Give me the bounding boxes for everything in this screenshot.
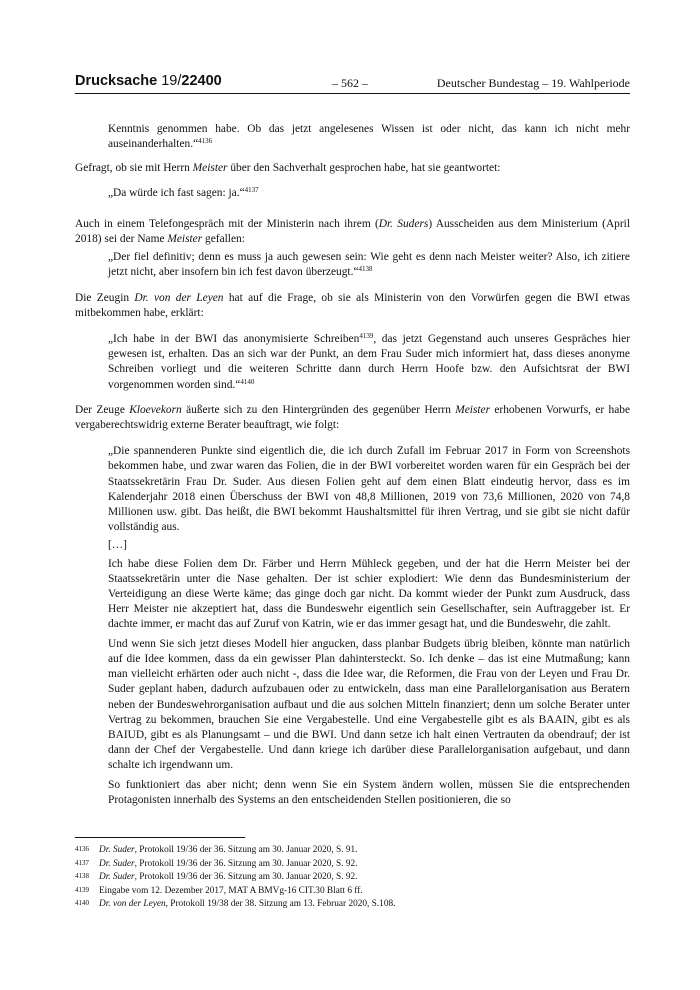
footnote [75, 871, 630, 885]
italic-name: Meister [167, 233, 203, 246]
footnote-author: Dr. Suder [99, 872, 135, 883]
footnote [75, 858, 630, 872]
footnote-number: 4136 [75, 845, 89, 853]
header-right-text: Deutscher Bundestag – 19. Wahlperiode [436, 76, 630, 90]
footnote-author: Dr. von der Leyen [99, 899, 166, 910]
footnote-text: , Protokoll 19/38 der 38. Sitzung am 13. Februar 2020, S.108. [165, 899, 396, 910]
quote-paragraph [108, 250, 630, 280]
quote-paragraph: So funktioniert das aber nicht; denn wenn Sie ein System ändern wollen, müssen Sie die entsprechenden Protagonisten innerhalb des Systems an den entscheidenden Stellen positionieren, die so [108, 778, 630, 806]
paragraph [75, 217, 630, 247]
text: , das jetzt Gegenstand auch unseres Gespräches hier gewesen ist, erhalten. Das an sich war der Punkt, an dem Frau Suder mich informiert hat, dass dieses anonyme Schreiben vorliegt und die weiteren Schritte dann durch Herrn Hoofe bzw. den Aufsichtsrat der BWI vorgenommen worden sind.“ [108, 333, 630, 391]
footnote-text: , Protokoll 19/36 der 36. Sitzung am 30. Januar 2020, S. 92. [134, 872, 358, 883]
text: erhobenen Vorwurfs, er habe vergaberechtswidrig externe Berater beauftragt, wie folgt: [75, 403, 630, 432]
omission-marker: […] [108, 539, 127, 552]
text: gefallen: [202, 233, 245, 246]
footnote-number: 4139 [75, 885, 89, 894]
footnote-number: 4138 [75, 872, 89, 881]
paragraph [75, 161, 630, 176]
page-header [75, 75, 630, 94]
footnote-author: Dr. Suder [99, 845, 135, 855]
footnote-number: 4140 [75, 899, 89, 908]
text: Kenntnis genommen habe. Ob das jetzt angelesenes Wissen ist oder nicht, das kann ich nicht mehr auseinanderhalten.“ [108, 123, 630, 151]
italic-name: Dr. von der Leyen [134, 291, 224, 304]
footnote-author: Dr. Suder [99, 858, 135, 869]
quote-paragraph [108, 332, 630, 393]
document-number [75, 74, 222, 89]
text: „Ich habe in der BWI das anonymisierte Schreiben [108, 333, 360, 346]
text: Auch in einem Telefongespräch mit der Ministerin nach ihrem ( [75, 217, 379, 230]
footnote-ref[interactable]: 4139 [359, 332, 374, 341]
footnote-number: 4137 [75, 858, 89, 867]
footnote [75, 898, 630, 912]
text: Gefragt, ob sie mit Herrn [75, 162, 193, 175]
doc-label: Drucksache [75, 73, 158, 89]
text: Der Zeuge [75, 403, 130, 416]
text: Die Zeugin [75, 291, 135, 304]
italic-name: Dr. Suders [378, 217, 429, 230]
footnote-ref[interactable]: 4138 [358, 265, 373, 274]
doc-number-prefix: 19/ [157, 73, 182, 89]
paragraph [75, 291, 630, 321]
text: äußerte sich zu den Hintergründen des gegenüber Herrn [181, 403, 456, 416]
quote-paragraph: „Die spannenderen Punkte sind eigentlich die, die ich durch Zufall im Februar 2017 in Form von Screenshots bekommen habe, und zwar waren das Folien, die in der BWI vorbereitet worden waren für ein Gespräch bei der Staatssekretärin Frau Dr. Suder. Aus diesen Folien geht auf dem einen Blatt eindeutig hervor, dass es im Kalenderjahr 2018 einen Überschuss der BWI von 48,8 Millionen, 2019 von 73,6 Millionen, 2020 von 74,8 Millionen usw. gibt. Das heißt, die BWI bekommt Haushaltsmittel für ihren Vertrag, und sie gibt sie nicht dafür vollständig aus. [108, 445, 630, 534]
footnotes [75, 844, 630, 912]
text: ) Ausscheiden aus dem Ministerium (April 2018) sei der Name [75, 217, 630, 246]
footnote-ref[interactable]: 4140 [240, 377, 255, 386]
quote-paragraph: Und wenn Sie sich jetzt dieses Modell hier angucken, dass planbar Budgets übrig bleiben, könnte man natürlich auf die Idee kommen, dass da ein gewisser Plan dahintersteckt. So. Ich denke – das ist eine Mutmaßung; kann man vielleicht erhärten oder auch nicht -, dass die Idee war, die Reformen, die Frau von der Leyen und Frau Dr. Suder geplant haben, dadurch aufzubauen oder zu entwickeln, dass man eine Parallelorganisation aus Beratern neben der Bundeswehrorganisation aufbaut und die aus solchen Mitteln finanziert; denn um solche Berater unter Vertrag zu bekommen, brauchen Sie eine Vergabestelle. Und eine Vergabestelle gibt es als BAAIN, gibt es als BAIUD, gibt es als Planungsamt – und die BWI. Und dann setze ich halt einen Vertrauten da obendrauf; der ist dann der Chef der Vergabestelle. Und dann kriege ich darüber diese Parallelorganisation aufgebaut, und dann schalte ich irgendwann um. [108, 637, 630, 772]
footnote-text: , Protokoll 19/36 der 36. Sitzung am 30. Januar 2020, S. 92. [134, 858, 358, 869]
paragraph [75, 403, 630, 433]
page-number: – 562 – [332, 76, 368, 90]
text: „Da würde ich fast sagen: ja.“ [108, 186, 245, 199]
footnote-ref[interactable]: 4137 [244, 185, 259, 194]
text: „Der fiel definitiv; denn es muss ja auch gewesen sein: Wie geht es denn nach Meister weiter? Also, ich zitiere jetzt nicht, aber insofern bin ich fest davon überzeugt.“ [108, 251, 630, 279]
italic-name: Kloevekorn [129, 403, 182, 416]
quote-paragraph [108, 122, 630, 152]
footnote [75, 844, 630, 858]
footnote-ref[interactable]: 4136 [198, 137, 213, 146]
footnote [75, 885, 630, 899]
quote-paragraph: Ich habe diese Folien dem Dr. Färber und Herrn Mühleck gegeben, und der hat die Herrn Meister bei der Staatssekretärin unter die Nase gehalten. Der ist schier explodiert: Wie denn das Bundesministerium der Verteidigung an diese Werte käme; das ginge doch gar nicht. Da kommt wieder der Punkt zum Ausdruck, dass Herr Meister nie akzeptiert hat, dass die Bundeswehr eigentlich sein Gesellschafter, sein Auftraggeber ist. Er dachte immer, er macht das auf Zuruf von Katrin, wie er das immer gesagt hat, und die Bundeswehr, die zahlt. [108, 557, 630, 631]
main-text [75, 122, 630, 808]
text: hat auf die Frage, ob sie als Ministerin von den Vorwürfen gegen die BWI etwas mitbekommen habe, erklärt: [75, 291, 630, 319]
footnote-divider [75, 837, 245, 838]
footnote-text: Eingabe vom 12. Dezember 2017, MAT A BMVg-16 CIT.30 Blatt 6 ff. [99, 885, 363, 896]
italic-name: Meister [455, 403, 491, 416]
italic-name: Meister [192, 162, 228, 175]
quote-paragraph [108, 186, 630, 201]
text: über den Sachverhalt gesprochen habe, hat sie geantwortet: [227, 162, 501, 175]
footnote-text: , Protokoll 19/36 der 36. Sitzung am 30. Januar 2020, S. 91. [134, 845, 358, 855]
doc-number-bold: 22400 [181, 73, 222, 89]
